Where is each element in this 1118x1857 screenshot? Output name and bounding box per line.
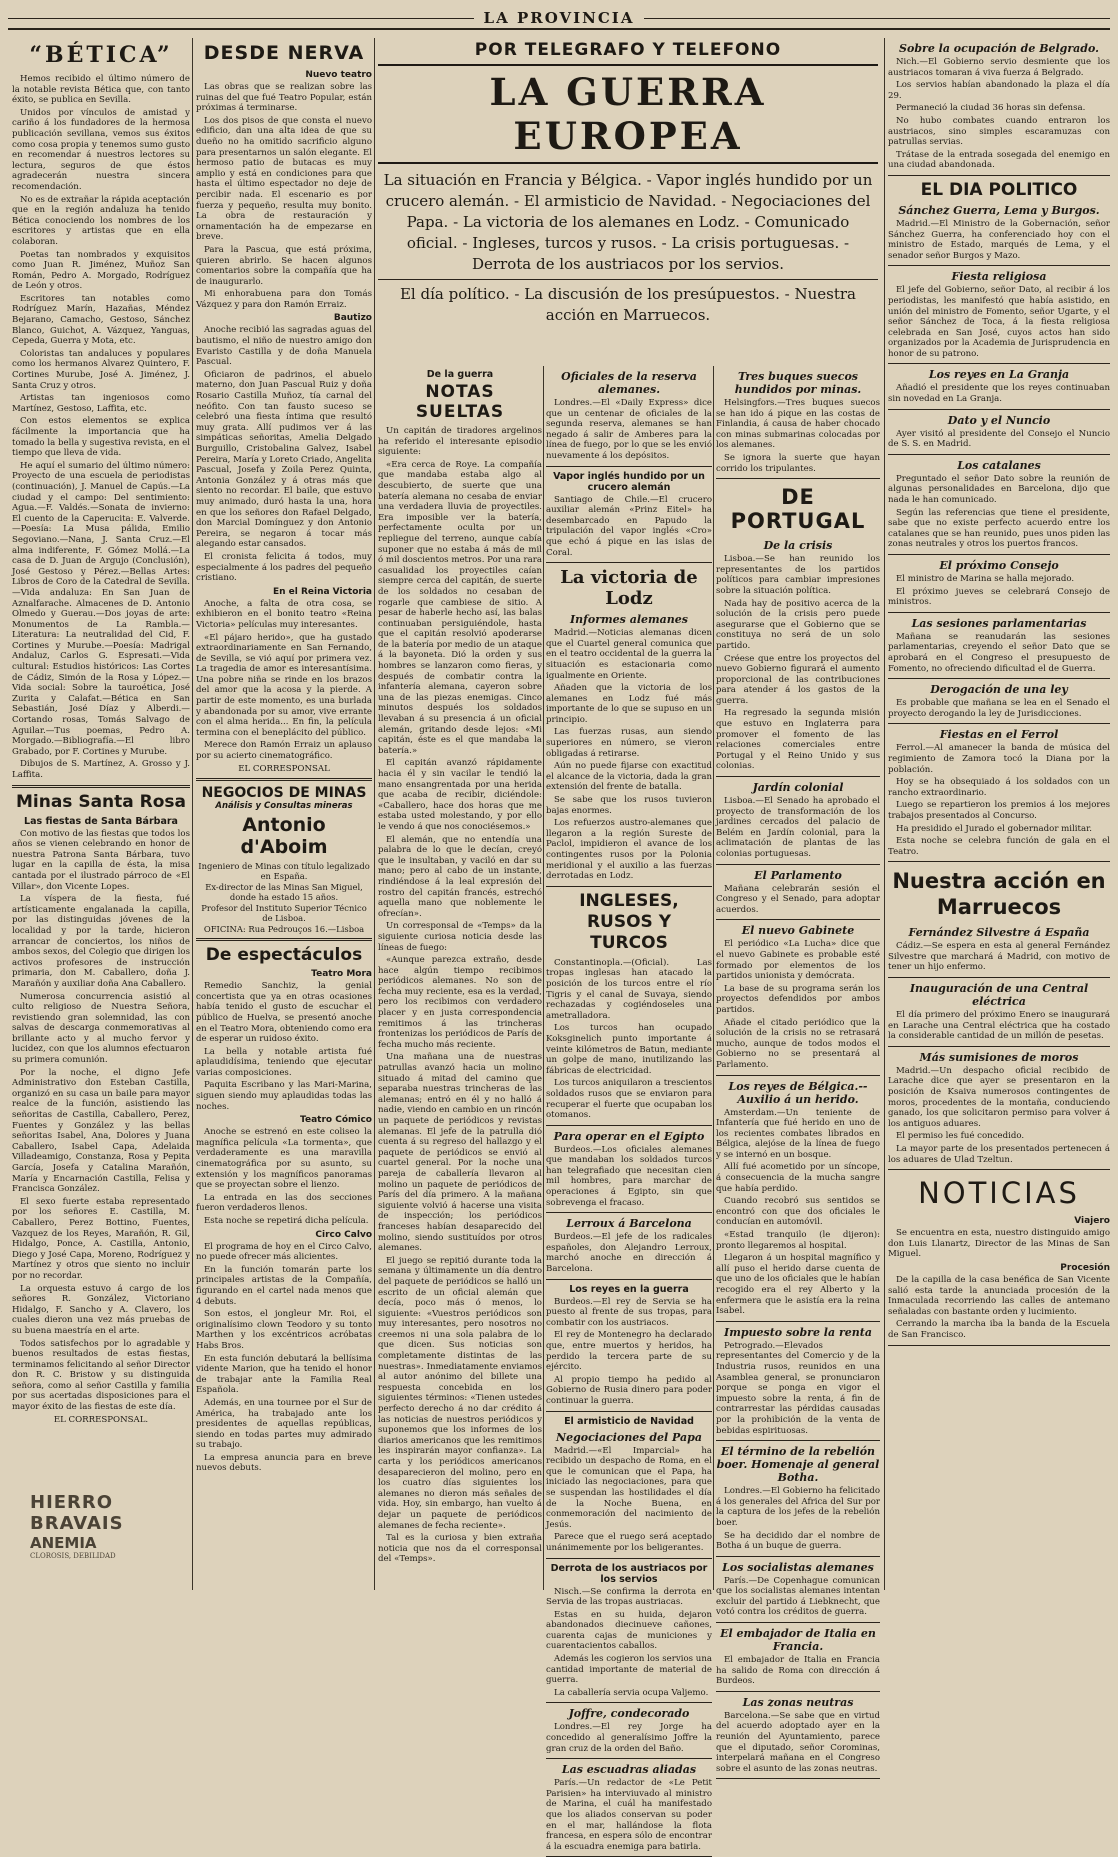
paragraph: Con estos elementos se explica fácilmente la importancia que ha tomado la bella y sugestiva revista, en el tiempo que lleva de vida. [12,416,190,459]
column-6 [888,38,1110,1590]
masthead [8,8,1110,30]
paragraph: En la función tomarán parte los principales artistas de la Compañía, figurando en el cartel nada menos que 4 debuts. [196,1264,372,1307]
block-subhead: Informes alemanes [570,613,688,627]
paragraph: Nich.—El Gobierno servio desmiente que los austriacos tomaran á viva fuerza á Belgrado. [888,57,1110,78]
espectaculos-body [196,969,372,1474]
block-subhead: Negociaciones del Papa [556,1430,702,1444]
block-subhead: Fernández Silvestre á España [908,926,1090,940]
paragraph: Esta noche se repetirá dicha película. [204,1216,369,1226]
paragraph: El alemán, que no entendía una palabra de lo que le decían, creyó que le insultaban, y vaciló en dar su mano; pero al cabo de un instante, rindiéndose á la leal expresión del rostro del capitán francés, estrechó aquella mano que noblemente le ofrecían». [378,834,542,919]
paragraph: El día primero del próximo Enero se inaugurará en Larache una Central eléctrica que ha costado la considerable cantidad de un millón de pesetas. [888,1010,1110,1042]
paragraph: El próximo jueves se celebrará Consejo de ministros. [888,586,1110,608]
notas-title: NOTAS SUELTAS [415,382,505,422]
paragraph: Las fuerzas rusas, aun siendo superiores en número, se vieron obligadas á retirarse. [546,727,712,759]
column-3 [378,366,542,1590]
paragraph: Oficiaron de padrinos, el abuelo materno, don Juan Pascual Ruiz y doña Rosario Castilla Muñoz, tía carnal del neófito. Con tan fausto suceso se celebró una fiesta íntima que resultó muy grata. Allí pudimos ver á las simpáticas señoritas, Amelia Delgado Burguillo, Cristobalina Galvez, Isabel Pereira, María y Loreto Criado, Angelita Pascual, Josefa y Zoila Perez Quinta, Antonia González y á otras más que siento no recordar. El baile, que estuvo muy animado, duró hasta la una, hora en que los señores don Rafael Delgado, don Marcial Domínguez y don Antonio Pereira, se negaron á tocar más alegando estar cansados. [196,369,372,550]
paragraph: Mañana celebrarán sesión el Congreso y el Senado, para adoptar acuerdos. [716,883,880,915]
paragraph: Añaden que la victoria de los alemanes en Lodz fué más importante de lo que se supuso en un principio. [546,683,712,725]
paragraph: Barcelona.—Se sabe que en virtud del acuerdo adoptado ayer en la reunión del Ayuntamiento, parece que el diputado, señor Corominas, interpelará mañana en el Congreso sobre el asunto de las zonas neutras. [716,1710,880,1774]
paragraph: Trátase de la entrada sosegada del enemigo en una ciudad abandonada. [888,149,1110,171]
betica-title: “BÉTICA” [29,42,173,68]
nerva-signature: EL CORRESPONSAL [238,763,330,774]
block-subhead: Sánchez Guerra, Lema y Burgos. [898,203,1100,217]
paragraph: «El pájaro herido», que ha gustado extraordinariamente en San Fernando, de Sevilla, se vió aquí por primera vez. La tragedia de amor es interesantísima. Una pobre niña se rinde en los brazos del amor que la acosa y la pierde. A partir de este momento, es una burlada y abandonada por su amor, vive errante con el alma herida... En fin, la película termina con el beneplácito del público. [196,632,372,738]
paragraph: Los servios habían abandonado la plaza el día 29. [888,80,1110,101]
paragraph: Hoy se ha obsequiado á los soldados con un rancho extraordinario. [888,777,1110,798]
paragraph: Constantinopla.—(Oficial). Las tropas inglesas han atacado la posición de los turcos entre el río Tigris y el canal de Suvaya, siendo rechazadas y cogiéndoseles una ametralladora. [546,957,712,1021]
paragraph: La orquesta estuvo á cargo de los señores R. González, Victoriano Hidalgo, F. Sancho y A. Clavero, los cuales dieron una vez más pruebas de su buena maestría en el arte. [12,1283,190,1336]
paragraph: Añadió el presidente que los reyes continuaban sin novedad en La Granja. [888,383,1110,405]
paragraph: La bella y notable artista fué aplaudidísima, teniendo que ejecutar varias composiciones. [196,1046,372,1078]
negocios-line: Ex-director de las Minas San Miguel, donde ha estado 15 años. [205,881,363,903]
section-head: Bautizo [333,313,372,324]
paragraph: La mayor parte de los presentados pertenecen á los aduares de Ulad Tzeltun. [888,1144,1110,1165]
block-head: Fiesta religiosa [951,270,1047,284]
ad-line-2: ANEMIA [30,1534,97,1552]
block-head: Los reyes en la guerra [569,1283,689,1295]
paragraph: Escritores tan notables como Rodríguez Marín, Hazañas, Méndez Bejarano, Camacho, Gestoso, Sánchez Blanco, Guichot, A. Vázquez, Yanguas, Cepeda, Guerra y Mota, etc. [12,293,190,347]
block-head: Vapor inglés hundido por un crucero alemán [553,470,705,493]
block-head: El nuevo Gabinete [741,924,855,938]
guerra-headline: LA GUERRA EUROPEA [378,64,878,164]
paragraph: El cronista felicita á todos, muy especialmente á los padres del pequeño cristiano. [196,551,372,584]
paragraph: Preguntado el señor Dato sobre la reunión de algunas personalidades en Barcelona, dijo que nada le han comunicado. [888,473,1110,506]
politica-deck: El día político. - La discusión de los presúpuestos. - Nuestra acción en Marruecos. [399,285,857,324]
paragraph: Londres.—El «Daily Express» dice que un centenar de oficiales de la segunda reserva, alemanes se han negado á salir de Amberes para la línea de fuego, por lo que se les envió nuevamente á los depósitos. [546,398,712,461]
block-head: Para operar en el Egipto [553,1129,705,1143]
paragraph: Mi enhorabuena para don Tomás Vázquez y para don Ramón Erraiz. [196,289,372,310]
block-head: Sobre la ocupación de Belgrado. [899,42,1099,55]
negocios-line: Ingeniero de Minas con título legalizado en España. [198,860,370,882]
paragraph: Coloristas tan andaluces y populares como los hermanos Alvarez Quintero, F. Cortines Murube, José A. Jiménez, J. Santa Cruz y otros. [12,348,190,391]
block-head: Fiestas en el Ferrol [939,728,1059,742]
paragraph: La empresa anuncia para en breve nuevos debuts. [196,1452,372,1474]
paragraph: Amsterdam.—Un teniente de Infantería que fué herido en uno de los recientes combates librados en Bélgica, alejóse de la línea de fuego y se internó en un bosque. [716,1107,880,1160]
paragraph: «Estad tranquilo (le dijeron): pronto llegaremos al hospital. [716,1230,880,1251]
paragraph: De la capilla de la casa benéfica de San Vicente salió esta tarde la anunciada procesión de la Inmaculada recorriendo las calles de antemano señaladas con bastante orden y lucimiento. [888,1274,1110,1317]
paragraph: El ministro de Marina se halla mejorado. [896,574,1075,584]
column-2 [196,38,372,1590]
block-head: El embajador de Italia en Francia. [720,1627,876,1654]
nerva-body [196,70,372,762]
paragraph: Madrid.—Un despacho oficial recibido de Larache dice que ayer se presentaron en la posición de Ksaiva numerosos contingentes de moros, procedentes de la montaña, conduciendo ganado, los que solicitaron permiso para volver á los antiguos aduares. [888,1065,1110,1129]
paragraph: Lisboa.—El Senado ha aprobado el proyecto de transformación de los jardines cercados del palacio de Belém en Jardín colonial, para la aclimatación de plantas de las colonias portuguesas. [716,796,880,859]
paragraph: No hubo combates cuando entraron los austriacos, sino simples escaramuzas con patrullas servias. [888,115,1110,148]
hierro-bravais-ad [30,1492,190,1560]
paragraph: La caballería servia ocupa Valjemo. [554,1687,709,1698]
paragraph: La entrada en las dos secciones fueron verdaderos llenos. [196,1192,372,1214]
paragraph: Burdeos.—El rey de Servia se ha puesto al frente de sus tropas, para combatir con los austriacos. [546,1296,712,1328]
paragraph: Llegaron á un hospital magnífico y allí puso el herido darse cuenta de que uno de los oficiales que le habían recogido era el rey Alberto y la enfermera que le asistía era la reina Isabel. [716,1253,880,1317]
block-title: INGLESES, RUSOS Y TURCOS [579,890,679,953]
block-title: EL DIA POLITICO [920,179,1078,200]
paragraph: Anoche, a falta de otra cosa, se exhibieron en el bonito teatro «Reina Victoria» películas muy interesantes. [196,598,372,630]
paragraph: Madrid.—Noticias alemanas dicen que el Cuartel general comunica que en el teatro occidental de la guerra la situación es estacionaria como igualmente en Oriente. [546,628,712,681]
block-head: Los socialistas alemanes [722,1560,874,1574]
paragraph: Numerosa concurrencia asistió al culto religioso de Nuestra Señora, revistiendo gran solemnidad, las con salvas de descarga conmemorativas al brillante acto y al mucho fervor y lucidez, con que los alumnos efectuaron su primera comunión. [12,991,190,1066]
notas-kicker: De la guerra [426,369,494,380]
paragraph: Helsingfors.—Tres buques suecos se han ido á pique en las costas de Finlandia, á causa de haber chocado con minas submarinas colocadas por los alemanes. [716,398,880,451]
block-head: Lerroux á Barcelona [566,1217,692,1231]
paragraph: Estas en su huida, dejaron abandonados diecinueve cañones, cuarenta cajas de municiones y cuarentacientos caballos. [546,1609,712,1652]
block-head: Derogación de una ley [930,683,1068,697]
paragraph: Los turcos han ocupado Koksginelich punto importante á veinte kilómetros de Batun, mediante un golpe de mano, inutilizando las fábricas de electricidad. [546,1023,712,1076]
paragraph: Burdeos.—Los oficiales alemanes que mandaban los soldados turcos han telegrafiado que necesitan cien mil hombres, para marchar de operaciones á Egipto, sin que sobrevenga el fracaso. [546,1144,712,1208]
block-head: Joffre, condecorado [568,1707,690,1721]
paragraph: Parece que el ruego será aceptado unánimemente por los beligerantes. [546,1532,712,1553]
paragraph: El capitán avanzó rápidamente hacia él y sin vacilar le tendió la mano ensangrentada por una herida que acaba de recibir, diciéndole: «Caballero, hace dos horas que me estaba usted molestando, y por ello le vendo á que nos conociésemos.» [378,758,542,832]
section-head: Nuevo teatro [305,70,372,80]
paragraph: Hemos recibido el último número de la notable revista Bética que, con tanto éxito, se publica en Sevilla. [12,74,190,106]
paragraph: Ayer visitó al presidente del Consejo el Nuncio de S. S. en Madrid. [888,428,1110,450]
paragraph: Tal es la curiosa y bien extraña noticia que nos da el corresponsal del «Temps». [378,1533,542,1565]
section-head: Circo Calvo [315,1229,372,1240]
section-head: Teatro Mora [311,969,372,980]
block-head: Derrota de los austriacos por los servios [550,1562,708,1585]
paragraph: París.—Un redactor de «Le Petit Parisien» ha interviuvado al ministro de Marina, el cuál ha manifestado que los aliados conservan su poder en el mar, hallándose la flota francesa, en espera sólo de encontrar á la escuadra enemiga para batirla. [546,1778,712,1852]
paragraph: Londres.—El Gobierno ha felicitado á los generales del Africa del Sur por la captura de los jefes de la rebelión boer. [716,1486,880,1528]
paragraph: Esta noche se celebra función de gala en el Teatro. [888,836,1110,857]
paragraph: Petrogrado.—Elevados representantes del Comercio y de la Industria rusos, reunidos en una Asamblea general, se pronunciaron porque se ponga en vigor el impuesto sobre la renta, á fin de contrarrestar las pérdidas causadas por la prohibición de la venta de bebidas espirituosas. [716,1340,880,1436]
block-head: Más sumisiones de moros [919,1050,1079,1064]
negocios-lines [196,861,372,935]
paragraph: Remedio Sanchiz, la genial concertista que ya en otras ocasiones había tenido el gusto de escuchar el público de Huelva, se presentó anoche en el Teatro Mora, obteniendo como era de esperar un ruidoso éxito. [196,981,372,1045]
paragraph: Un capitán de tiradores argelinos ha referido el interesante episodio siguiente: [378,426,542,458]
paragraph: Un corresponsal de «Temps» da la siguiente curiosa noticia desde las líneas de fuego: [378,921,542,953]
paragraph: La base de su programa serán los proyectos defendidos por ambos partidos. [716,983,880,1015]
paragraph: El juego se repitió durante toda la semana y últimamente un día dentro del paquete de periódicos se halló un escrito de un oficial alemán que decía, poco más ó menos, lo siguiente: «Vuestros periódicos son muy interesantes, pero nosotros no creemos ni una sola palabra de lo que dicen. Sus noticias son completamente distintas de las nuestras». Inmediatamente enviamos al autor anónimo del billete una respuesta concebida en los siguientes términos: «Tienen ustedes perfecto derecho á no dar crédito á las noticias de nuestros periódicos y suponemos que los informes de los diarios americanos que les remitimos les inspirarán mayor confianza». La carta y los periódicos americanos desaparecieron del molino, pero en los cuatro días siguientes los alemanes no dieron más señales de vida. Hoy, sin embargo, han vuelto á dejar un paquete de periódicos alemanes de fecha reciente». [378,1255,542,1531]
column-4-body [546,370,712,1857]
section-head: Procesión [1060,1262,1110,1273]
paragraph: Ferrol.—Al amanecer la banda de música del regimiento de Zamora tocó la Diana por la población. [888,743,1110,775]
block-head: El próximo Consejo [939,559,1059,572]
section-head: Teatro Cómico [300,1115,372,1126]
paragraph: Artistas tan ingeniosos como Martínez, Gestoso, Laffita, etc. [12,393,190,414]
block-head: Los catalanes [957,458,1041,472]
paragraph: El jefe del Gobierno, señor Dato, al recibir á los periodistas, les manifestó que había asistido, en unión del ministro de Fomento, señor Ugarte, y el señor Sánchez de Toca, á la fiesta religiosa celebrada en San José, cuyos actos han sido organizados por la Academia de Jurisprudencia en honor de su patrono. [888,285,1110,359]
paragraph: He aquí el sumario del último número: Proyecto de una escuela de periodistas (continuación), J. Manuel de Capús.—La ciudad y el campo: Del sentimiento: Agua.—F. Valdés.—Sonata de invierno: El cuento de la Caperucita: E. Valverde.—Poesía: La Musa pálida, Emilio Segoviano.—Nana, J. Santa Cruz.—El alma indiferente, F. Gómez Mollá.—La casa de D. Juan de Argujo (Conclusión), José Gestoso y Pérez.—Bellas Artes: Libros de Coro de la Catedral de Sevilla.—Vida andaluza: En San Juan de Aznalfarache. Almacenes de D. Antonio Olmedo y Guerau.—Dos joyas de arte: Monumentos de La Rambla.—Literatura: La neutralidad del Cid, F. Cortines y Murube.—Poesía: Madrigal Andaluz, Carlos G. Espresati.—Vida cultural: Estudios históricos: Las Cortes de Cádiz, Simón de la Rosa y López.—Vida social: Sobre la tauroética, José Zurita y Calafat.—Bética en San Sebastián, José Díaz y Alberdi.—Cortando rosas, Tomás Salvago de Aguilar.—Tus poemas, Pedro A. Morgado.—Bibliografía.—El libro Grabado, por F. Cortines y Murube. [12,460,190,757]
section-head: En el Reina Victoria [272,586,372,597]
block-head: El Parlamento [754,868,842,882]
paragraph: «Aunque parezca extraño, desde hace algún tiempo recibimos periódicos alemanes. No son de fecha muy reciente, esa es la verdad, pero los recibimos con verdadero placer y en justa correspondencia remitimos á las trincheras frontenizas los periódicos de París de fecha mucho más reciente. [378,955,542,1050]
block-title: El armisticio de Navidad [564,1415,694,1427]
paragraph: Paquita Escribano y las Mari-Marina, siguen siendo muy aplaudidas todas las noches. [196,1080,372,1112]
espectaculos-title: De espectáculos [205,945,363,966]
paragraph: «Era cerca de Roye. La compañía que mandaba estaba algo al descubierto, de suerte que una batería alemana no cesaba de enviar una verdadera lluvia de proyectiles. Era imposible ver la batería, perfectamente oculta por un repliegue del terreno, aunque cabía suponer que no estaba á más de mil ó mil doscientos metros. Por una rara casualidad los proyectiles caían siempre cerca del capitán, de suerte de los soldados no cesaban de rogarle que cambiese de sitio. A pesar de haberle hecho así, las balas continuaban persiguiéndole, hasta que el capitán resolvió apoderarse de la batería por medio de un ataque á la bayoneta. Dió la orden y sus hombres se lanzaron como fieras, y después de combatir contra la infantería alemana, cayeron sobre una de las piezas enemigas. Cinco minutos después los soldados llevaban á su presencia á un oficial alemán, gritando desde lejos: «Mi capitán, éste es el que mandaba la batería.» [378,459,542,756]
block-title: NOTICIAS [918,1176,1080,1211]
paragraph: Aún no puede fijarse con exactitud el alcance de la victoria, dada la gran extensión del frente de batalla. [546,761,712,793]
paragraph: Los dos pisos de que consta el nuevo edificio, dan una alta idea de que su dueño no ha omitido sacrificio alguno para presentarnos un salón elegante. El hermoso patio de butacas es muy amplio y está en condiciones para que hasta el último espectador no deje de percibir nada. El escenario es por fuerza y pequeño, resulta muy bonito. La obra de restauración y ornamentación ha de empezarse en breve. [196,115,372,243]
paragraph: Luego se repartieron los premios á los mejores trabajos presentados al Concurso. [888,800,1110,821]
column-5-body [716,370,880,1779]
block-head: Las zonas neutras [742,1695,854,1709]
masthead-title: LA PROVINCIA [474,9,645,27]
minas-signature: EL CORRESPONSAL. [53,1414,149,1425]
negocios-line: Profesor del Instituto Superior Técnico de Lisboa. [201,902,367,924]
paragraph: Además les cogieron los servios una cantidad importante de material de guerra. [546,1654,712,1686]
negocios-subtitle: Análisis y Consultas mineras [215,800,353,811]
paragraph: Se ignora la suerte que hayan corrido los tripulantes. [716,452,880,474]
aboim-name: Antonio d'Aboim [240,813,328,858]
paragraph: Las obras que se realizan sobre las ruinas del que fué Teatro Popular, están próximas á terminarse. [196,82,372,114]
block-head: Las sesiones parlamentarias [911,616,1087,630]
column-4 [546,366,712,1852]
paragraph: El periódico «La Lucha» dice que el nuevo Gabinete es probable esté formado por elementos de los partidos unionista y demócrata. [716,939,880,982]
paragraph: Según las referencias que tiene el presidente, sabe que no existe perfecto acuerdo entre los catalanes que se han reunido, pues unos piden las zonas neutrales y otros los puertos francos. [888,507,1110,550]
column-5 [716,366,880,1774]
telegrafo-header: POR TELEGRAFO Y TELEFONO [474,40,782,60]
paragraph: Cuando recobró sus sentidos se encontró con que dos oficiales le conducían en automóvil. [716,1196,880,1228]
negocios-line: OFICINA: Rua Pedrouços 16.—Lisboa [203,923,365,934]
paragraph: Nada hay de positivo acerca de la solución de la crisis pero puede asegurarse que el Gobierno que se constituya no será de un solo partido. [716,598,880,651]
paragraph: No es de extrañar la rápida aceptación que en la región andaluza ha tenido Bética conociendo los nombres de los escritores y artistas que en ella colaboran. [12,194,190,247]
paragraph: La víspera de la fiesta, fué artísticamente engalanada la capilla, por las distinguidas jóvenes de la localidad y por la tarde, hicieron arrancar de conciertos, los niños de ambos sexos, del Colegio que dirigen los activos profesores de instrucción primaria, don M. Caballero, doña J. Marañón y auxiliar doña Ana Caballero. [12,894,190,989]
nerva-title: DESDE NERVA [203,42,365,64]
negocios-title: NEGOCIOS DE MINAS [201,784,367,801]
paragraph: Londres.—El rey Jorge ha concedido al generalísimo Joffre la gran cruz de la orden del Baño. [546,1722,712,1754]
paragraph: Añade el citado periódico que la solución de la crisis no se retrasará mucho, aunque de todos modos el Gobierno no se presentará al Parlamento. [716,1017,880,1070]
paragraph: Anoche se estrenó en este coliseo la magnífica película «La tormenta», que verdaderamente es una maravilla cinematográfica por su asunto, su extensión y los magníficos panoramas que se proyectan sobre el lienzo. [196,1127,372,1191]
paragraph: Para la Pascua, que está próxima, quieren abrirlo. Se hacen algunos comentarios sobre la compañía que ha de inaugurarlo. [196,244,372,287]
block-title: Nuestra acción en Marruecos [892,869,1106,920]
paragraph: París.—De Copenhague comunican que los socialistas alemanes intentan excluir del partido á Liebknecht, que votó contra los créditos de guerra. [716,1575,880,1618]
paragraph: Cerrando la marcha iba la banda de la Escuela de San Francisco. [888,1319,1110,1340]
block-head: El término de la rebelión boer. Homenaje al general Botha. [716,1445,880,1485]
paragraph: Es probable que mañana se lea en el Senado el proyecto derogando la ley de Jurisdicciones. [888,698,1110,719]
block-head: Jardín colonial [752,781,844,795]
paragraph: Créese que entre los proyectos del nuevo Gobierno figurará el aumento proporcional de las contribuciones para atender á los gastos de la guerra. [716,653,880,706]
paragraph: Unidos por vínculos de amistad y cariño á los fundadores de la hermosa publicación sevillana, vemos sus éxitos como cosa propia y tenemos sumo gusto en recomendar á nuestros lectores su lectura, seguros de que éstos agradecerán nuestra sincera recomendación. [12,107,190,192]
minas-title: Minas Santa Rosa [15,791,187,812]
paragraph: Todos satisfechos por lo agradable y buenos resultados de estas fiestas, terminamos felicitando al señor Director don R. C. Bristow y su distinguida señora, como al señor Castilla y familia por sus acertadas disposiciones para el mayor éxito de las fiestas de este día. [12,1338,190,1413]
block-head: Los reyes de Bélgica.--Auxilio á un herido. [728,1079,868,1106]
block-title: DE PORTUGAL [730,485,866,534]
paragraph: Merece don Ramón Erraiz un aplauso por su acierto cinematográfico. [196,740,372,762]
paragraph: Madrid.—«El Imparcial» ha recibido un despacho de Roma, en el que le comunican que el Papa, ha iniciado las negociaciones, para que se suspendan las hostilidades el día de la Noche Buena, en conmemoración del nacimiento de Jesús. [546,1445,712,1530]
paragraph: Ha presidido el Jurado el gobernador militar. [896,823,1093,834]
paragraph: Santiago de Chile.—El crucero auxiliar alemán «Prinz Eitel» ha desembarcado en Papudo la tripulación del vapor inglés «Cro» que echó á pique en las islas de Coral. [546,494,712,558]
paragraph: Lisboa.—Se han reunido los representantes de los partidos políticos para cambiar impresiones sobre la situación política. [716,554,880,596]
paragraph: El sexo fuerte estaba representado por los señores E. Castilla, M. Caballero, Perez Bottino, Fuentes, Vazquez de los Reyes, Marañón, R. Gil, Hidalgo, Ponce, A. Castilla, Antonio, Diego y José Capa, Moreno, Rodríguez y Martínez y otros que siento no incluir por no recordar. [12,1196,190,1281]
block-head: Dato y el Nuncio [947,413,1051,427]
section-head: Viajero [1074,1216,1110,1227]
paragraph: Dibujos de S. Martínez, A. Grosso y J. Laffita. [12,759,190,780]
notas-body [378,426,542,1565]
paragraph: Mañana se reanudarán las sesiones parlamentarias, creyendo el señor Dato que se aprobará en el Congreso el presupuesto de Fomento, no ofreciendo dificultad el de Guerra. [888,631,1110,674]
paragraph: Los turcos aniquilaron a trescientos soldados rusos que se enviaron para recuperar el fuerte que ocupaban los otomanos. [546,1078,712,1121]
block-head: Las escuadras aliadas [561,1763,697,1777]
minas-body [12,829,190,1413]
paragraph: Son estos, el jongleur Mr. Roi, el originalísimo clown Teodoro y su tonto Marthen y los excéntricos acróbatas Habs Bros. [196,1309,372,1351]
paragraph: Al propio tiempo ha pedido al Gobierno de Rusia dinero para poder continuar la guerra. [546,1374,712,1406]
paragraph: Se sabe que los rusos tuvieron bajas enormes. [546,795,712,816]
block-subhead: De la crisis [763,539,833,553]
paragraph: El programa de hoy en el Circo Calvo, no puede ofrecer más alicientes. [196,1241,372,1263]
block-head: Los reyes en La Granja [928,368,1070,382]
paragraph: Poetas tan nombrados y exquisitos como Juan R. Jiménez, Muñoz San Román, Pedro A. Morgado, Rodríguez de León y otros. [12,249,190,292]
minas-subhead: Las fiestas de Santa Bárbara [24,815,178,827]
paragraph: Por la noche, el digno Jefe Administrativo don Esteban Castilla, organizó en su casa un baile para mayor realce de la función, asistiendo las señoritas de Castilla, Caballero, Perez, Fuentes y González y las bellas señoritas Isabel, Ana, Dolores y Juana Caballero, Isabel Capa, Adelaida Villadeamigo, Constanza, Rosa y Pepita García, Josefa y Catalina Marañón, María y Encarnación Castilla, Felisa y Francisca González. [12,1067,190,1195]
paragraph: En esta función debutará la bellísima vidente Marion, que ha tenido el honor de trabajar ante la Familia Real Española. [196,1353,372,1396]
paragraph: Madrid.—El Ministro de la Gobernación, señor Sánchez Guerra, ha conferenciado hoy con el ministro de Estado, marqués de Lema, y el senador señor Burgos y Mazo. [888,218,1110,261]
block-head: Inauguración de una Central eléctrica [909,982,1089,1009]
paragraph: Burdeos.—El jefe de los radicales españoles, don Alejandro Lerroux, marchó anoche en dirección á Barcelona. [546,1232,712,1275]
block-head: Oficiales de la reserva alemanes. [561,370,697,396]
ad-line-1: HIERRO BRAVAIS [30,1492,124,1534]
paragraph: Se encuentra en esta, nuestro distinguido amigo don Luis Llanartz, Director de las Minas de San Miguel. [888,1228,1110,1260]
block-head: Tres buques suecos hundidos por minas. [734,370,862,396]
paragraph: Además, en una tournee por el Sur de América, ha trabajado ante los presidentes de aquellas repúblicas, siendo en todas partes muy admirado su trabajo. [196,1397,372,1451]
paragraph: Cádiz.—Se espera en esta al general Fernández Silvestre que marchará á Madrid, con motivo de tener un hijo enfermo. [888,941,1110,973]
paragraph: El embajador de Italia en Francia ha salido de Roma con dirección á Burdeos. [716,1655,880,1687]
paragraph: Nisch.—Se confirma la derrota en Servia de las tropas austriacas. [546,1586,712,1608]
paragraph: Anoche recibió las sagradas aguas del bautismo, el niño de nuestro amigo don Evaristo Castilla y de doña Manuela Pascual. [196,325,372,368]
paragraph: Una mañana una de nuestras patrullas avanzó hacia un molino situado á mitad del camino que separaba nuestras trincheras de las alemanas; entró en él y no halló á nadie, viendo en cambio en un rincón un paquete de periódicos y revistas alemanas. El jefe de la patrulla dió cuenta á su regreso del hallazgo y el paquete de periódicos se envió al cuartel general. Por la noche una pareja de caballería llevaron al molino un paquete de periódicos de París del día primero. A la mañana siguiente volvió á hacerse una visita de inspección; los periódicos franceses habían desaparecido del molino, siendo sustituídos por otros alemanes. [378,1052,542,1254]
telegrafo-header-block [378,38,878,330]
ad-line-3: CLOROSIS, DEBILIDAD [30,1552,116,1560]
betica-body [12,74,190,781]
paragraph: Con motivo de las fiestas que todos los años se vienen celebrando en honor de nuestra Patrona Santa Bárbara, tuvo lugar en la capilla de ésta, la misa cantada por el ilustrado párroco de «El Villar», don Vicente Lopes. [12,828,190,892]
paragraph: Ha regresado la segunda misión que estuvo en Inglaterra para promover el fomento de las relaciones comerciales entre Portugal y el Reino Unido y sus colonias. [716,708,880,772]
paragraph: Se ha decidido dar el nombre de Botha á un buque de guerra. [716,1530,880,1552]
column-1 [12,38,190,1590]
paragraph: Los refuerzos austro-alemanes que llegaron a la región Sureste de Paclol, impidieron el avance de los contingentes rusos por la Polonia meridional y el auxilio a las fuerzas derrotadas en Lodz. [546,818,712,882]
paragraph: Allí fué acometido por un síncope, á consecuencia de la mucha sangre que había perdido. [716,1162,880,1194]
block-title: La victoria de Lodz [560,567,698,610]
column-6-body [888,42,1110,1346]
paragraph: El permiso les fué concedido. [896,1131,1025,1142]
block-head: Impuesto sobre la renta [724,1325,872,1339]
paragraph: Permaneció la ciudad 36 horas sin defensa. [896,103,1086,114]
paragraph: El rey de Montenegro ha declarado que, entre muertos y heridos, ha perdido la tercera parte de su ejército. [546,1330,712,1373]
guerra-deck: La situación en Francia y Bélgica. - Vapor inglés hundido por un crucero alemán. - El armisticio de Navidad. - Negociaciones del Papa. - La victoria de los alemanes en Lodz. - Comunicado oficial. - Ingleses, turcos y rusos. - La crisis portuguesas. - Derrota de los austriacos por los servios. [383,171,873,273]
